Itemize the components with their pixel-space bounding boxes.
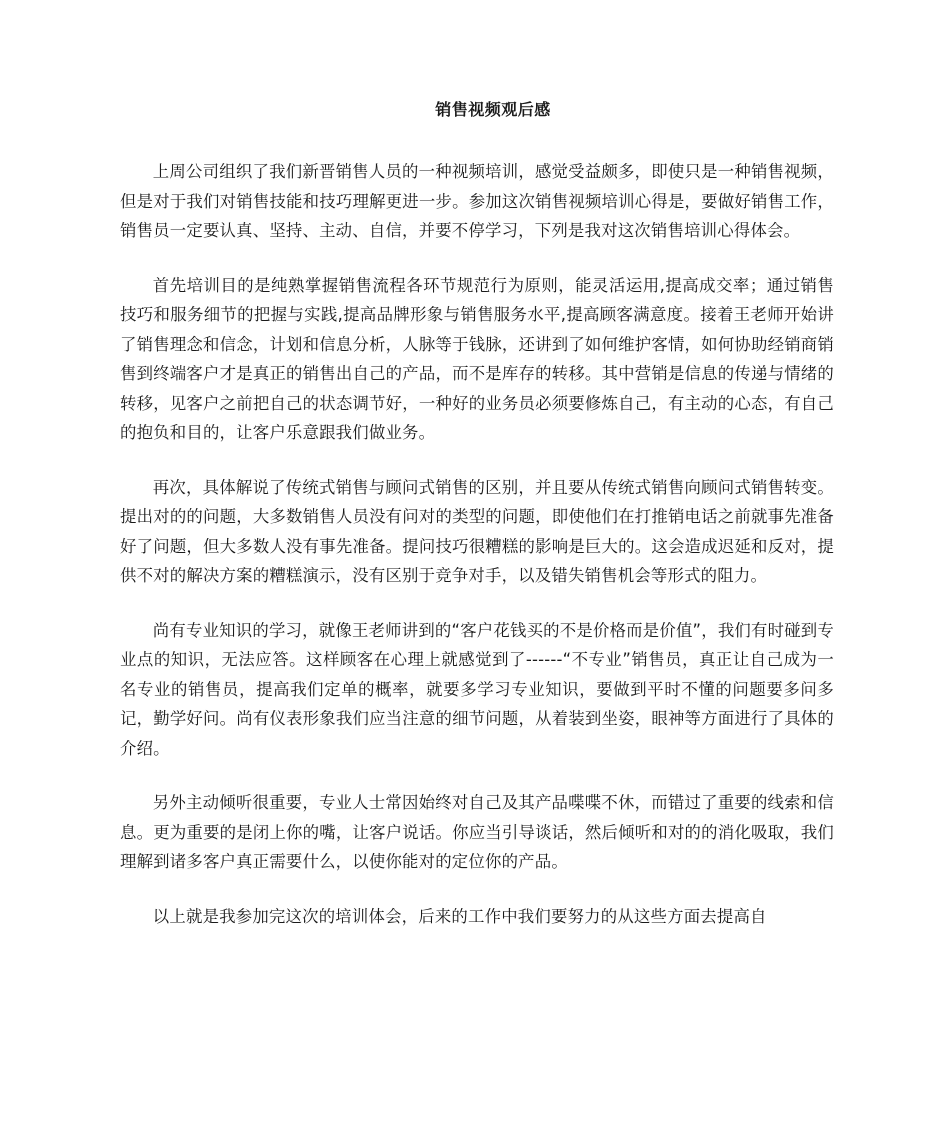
document-body: [120, 157, 834, 956]
paragraph: 首先培训目的是纯熟掌握销售流程各环节规范行为原则，能灵活运用,提高成交率；通过销售技巧和服务细节的把握与实践,提高品牌形象与销售服务水平,提高顾客满意度。接着王老师开始讲了销售理念和信念，计划和信息分析，人脉等于钱脉，还讲到了如何维护客情，如何协助经销商销售到终端客户才是真正的销售出自己的产品，而不是库存的转移。其中营销是信息的传递与情绪的转移，见客户之前把自己的状态调节好，一种好的业务员必须要修炼自己，有主动的心态，有自己的抱负和目的，让客户乐意跟我们做业务。: [120, 275, 834, 442]
paragraph: 尚有专业知识的学习，就像王老师讲到的“客户花钱买的不是价格而是价值”，我们有时碰到专业点的知识，无法应答。这样顾客在心理上就感觉到了------“不专业”销售员，真正让自己成为一名专业的销售员，提高我们定单的概率，就要多学习专业知识，要做到平时不懂的问题要多问多记，勤学好问。尚有仪表形象我们应当注意的细节问题，从着装到坐姿，眼神等方面进行了具体的介绍。: [120, 620, 834, 758]
paragraph: 上周公司组织了我们新晋销售人员的一种视频培训，感觉受益颇多，即使只是一种销售视频，但是对于我们对销售技能和技巧理解更进一步。参加这次销售视频培训心得是，要做好销售工作，销售员一定要认真、坚持、主动、自信，并要不停学习，下列是我对这次销售培训心得体会。: [120, 162, 834, 240]
document-title: 销售视频观后感: [435, 100, 551, 119]
paragraph: 以上就是我参加完这次的培训体会，后来的工作中我们要努力的从这些方面去提高自: [152, 906, 767, 926]
paragraph: 再次，具体解说了传统式销售与顾问式销售的区别，并且要从传统式销售向顾问式销售转变。提出对的的问题，大多数销售人员没有问对的类型的问题，即使他们在打推销电话之前就事先准备好了问题，但大多数人没有事先准备。提问技巧很糟糕的影响是巨大的。这会造成迟延和反对，提供不对的解决方案的糟糕演示，没有区别于竞争对手，以及错失销售机会等形式的阻力。: [120, 477, 834, 585]
paragraph: 另外主动倾听很重要，专业人士常因始终对自己及其产品喋喋不休，而错过了重要的线索和信息。更为重要的是闭上你的嘴，让客户说话。你应当引导谈话，然后倾听和对的的消化吸取，我们理解到诸多客户真正需要什么，以使你能对的定位你的产品。: [120, 793, 834, 871]
